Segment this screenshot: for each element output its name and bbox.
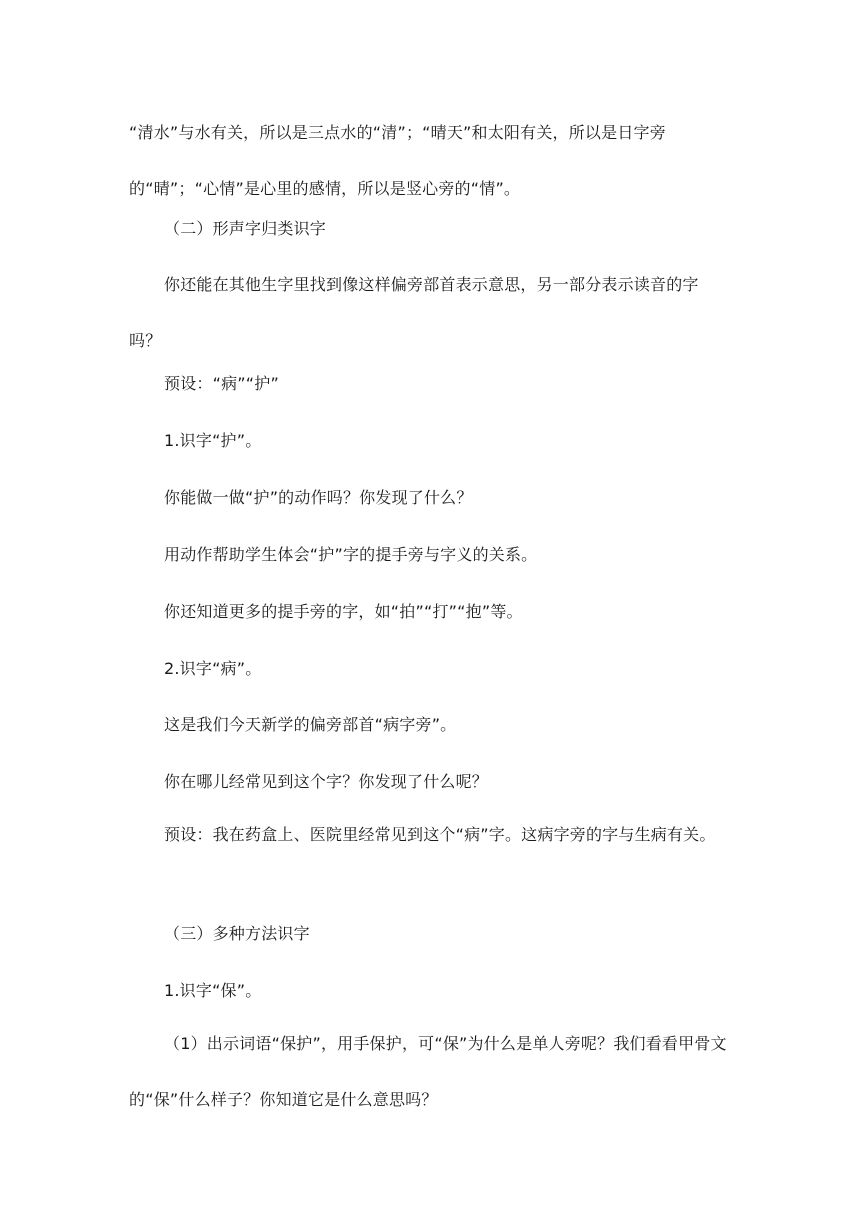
section-heading-multiple-methods: （三）多种方法识字: [164, 924, 310, 943]
paragraph-hu-action-question: 你能做一做“护”的动作吗？你发现了什么？: [164, 488, 473, 507]
paragraph-bao-oracle-bone: （1）出示词语“保护”，用手保护，可“保”为什么是单人旁呢？我们看看甲骨文的“保”什么样子？你知道它是什么意思吗？: [129, 1034, 727, 1109]
paragraph-learn-bao: 1.识字“保”。: [164, 981, 262, 1000]
section-heading-phonetic-grouping: （二）形声字归类识字: [164, 219, 327, 238]
paragraph-preset-bing-hu: 预设：“病”“护”: [164, 374, 279, 393]
paragraph-hu-action-explain: 用动作帮助学生体会“护”字的提手旁与字义的关系。: [164, 545, 538, 564]
paragraph-new-radical: 这是我们今天新学的偏旁部首“病字旁”。: [164, 715, 457, 734]
paragraph-preset-medicine: 预设：我在药盒上、医院里经常见到这个“病”字。这病字旁的字与生病有关。: [164, 825, 716, 844]
paragraph-where-seen: 你在哪儿经常见到这个字？你发现了什么呢？: [164, 772, 489, 791]
paragraph-learn-hu: 1.识字“护”。: [164, 431, 262, 450]
paragraph-more-hand-radical: 你还知道更多的提手旁的字，如“拍”“打”“抱”等。: [164, 602, 523, 621]
paragraph-qing-characters: “清水”与水有关，所以是三点水的“清”；“晴天”和太阳有关，所以是日字旁的“晴”；“心情”是心里的感情，所以是竖心旁的“情”。: [129, 123, 666, 198]
paragraph-learn-bing: 2.识字“病”。: [164, 659, 262, 678]
paragraph-question-other-characters: 你还能在其他生字里找到像这样偏旁部首表示意思，另一部分表示读音的字吗？: [129, 275, 699, 350]
